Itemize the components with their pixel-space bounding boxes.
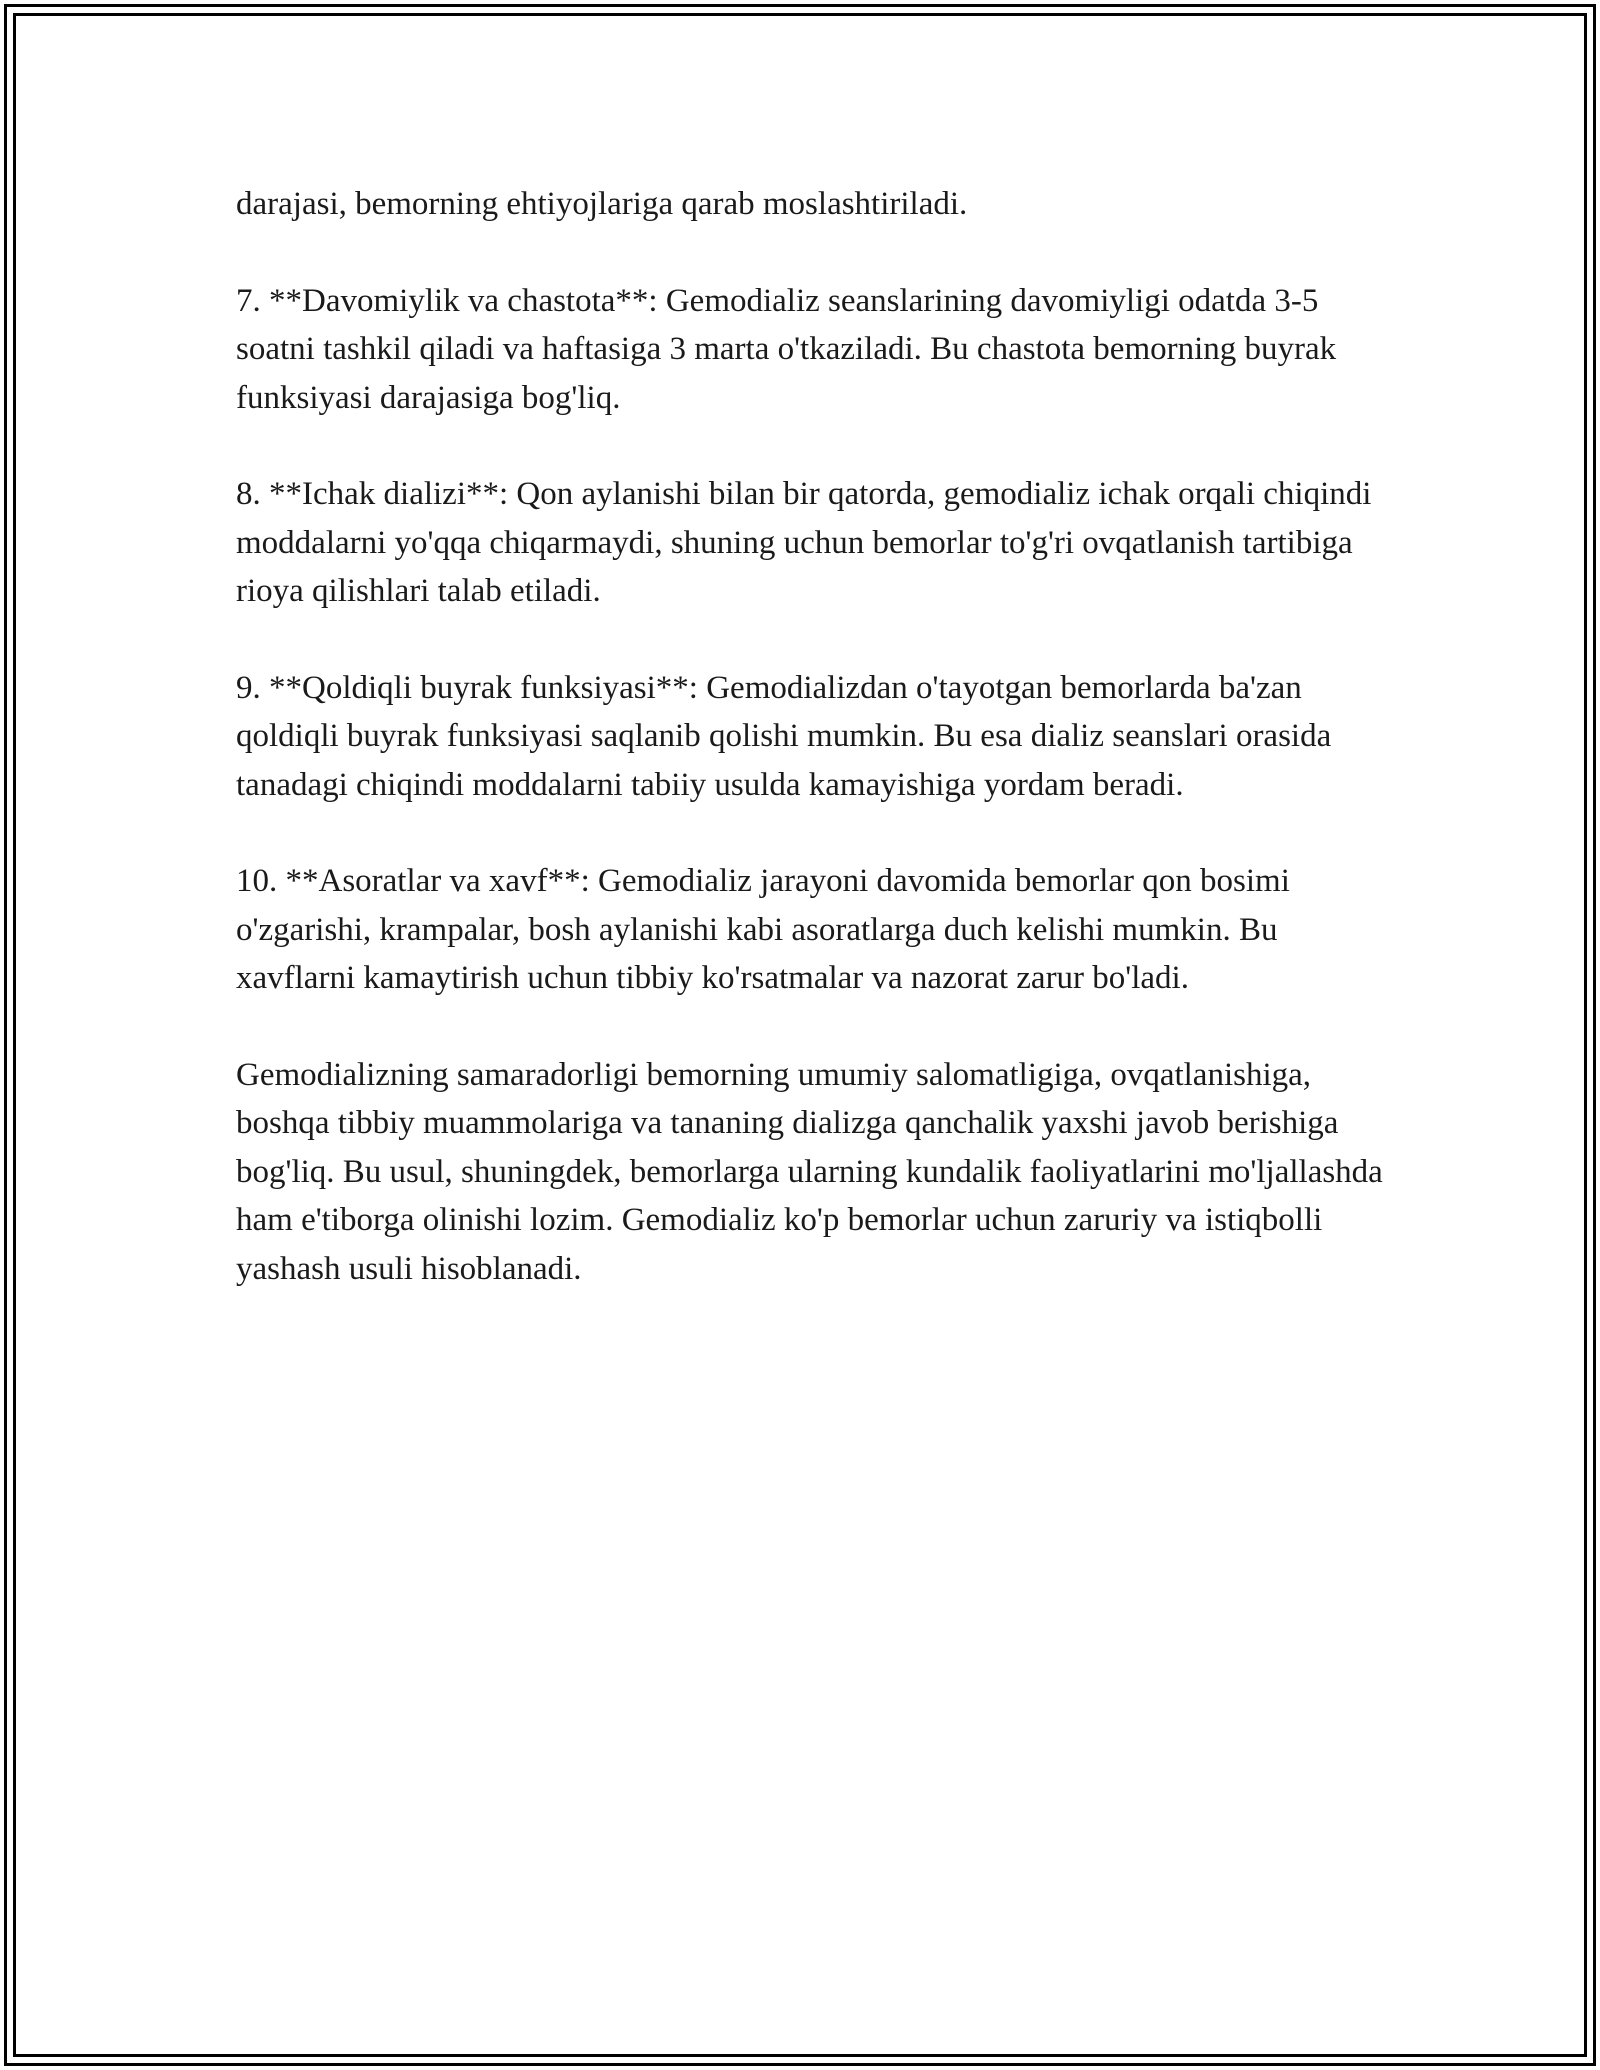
- paragraph-continuation: darajasi, bemorning ehtiyojlariga qarab moslashtiriladi.: [236, 186, 968, 222]
- paragraph-item-8: 8. **Ichak dializi**: Qon aylanishi bilan bir qatorda, gemodializ ichak orqali chiqindi moddalarni yo'qqa chiqarmaydi, shuning uchun bemorlar to'g'ri ovqatlanish tartibiga rioya qilishlari talab etiladi.: [236, 476, 1372, 609]
- paragraph-item-10: 10. **Asoratlar va xavf**: Gemodializ jarayoni davomida bemorlar qon bosimi o'zgarishi, krampalar, bosh aylanishi kabi asoratlarga duch kelishi mumkin. Bu xavflarni kamaytirish uchun tibbiy ko'rsatmalar va nazorat zarur bo'ladi.: [236, 863, 1290, 996]
- paragraph-item-9: 9. **Qoldiqli buyrak funksiyasi**: Gemodializdan o'tayotgan bemorlarda ba'zan qoldiqli buyrak funksiyasi saqlanib qolishi mumkin. Bu esa dializ seanslari orasida tanadagi chiqindi moddalarni tabiiy usulda kamayishiga yordam beradi.: [236, 669, 1332, 803]
- paragraph-conclusion: Gemodializning samaradorligi bemorning umumiy salomatligiga, ovqatlanishiga, boshqa tibbiy muammolariga va tananing dializga qanchalik yaxshi javob berishiga bog'liq. Bu usul, shuningdek, bemorlarga ularning kundalik faoliyatlarini mo'ljallashda ham e'tiborga olinishi lozim. Gemodializ ko'p bemorlar uchun zaruriy va istiqbolli yashash usuli hisoblanadi.: [236, 1056, 1383, 1287]
- paragraph-item-7: 7. **Davomiylik va chastota**: Gemodializ seanslarining davomiyligi odatda 3-5 soatni tashkil qiladi va haftasiga 3 marta o'tkaziladi. Bu chastota bemorning buyrak funksiyasi darajasiga bog'liq.: [236, 282, 1337, 416]
- document-body: [236, 180, 1396, 1341]
